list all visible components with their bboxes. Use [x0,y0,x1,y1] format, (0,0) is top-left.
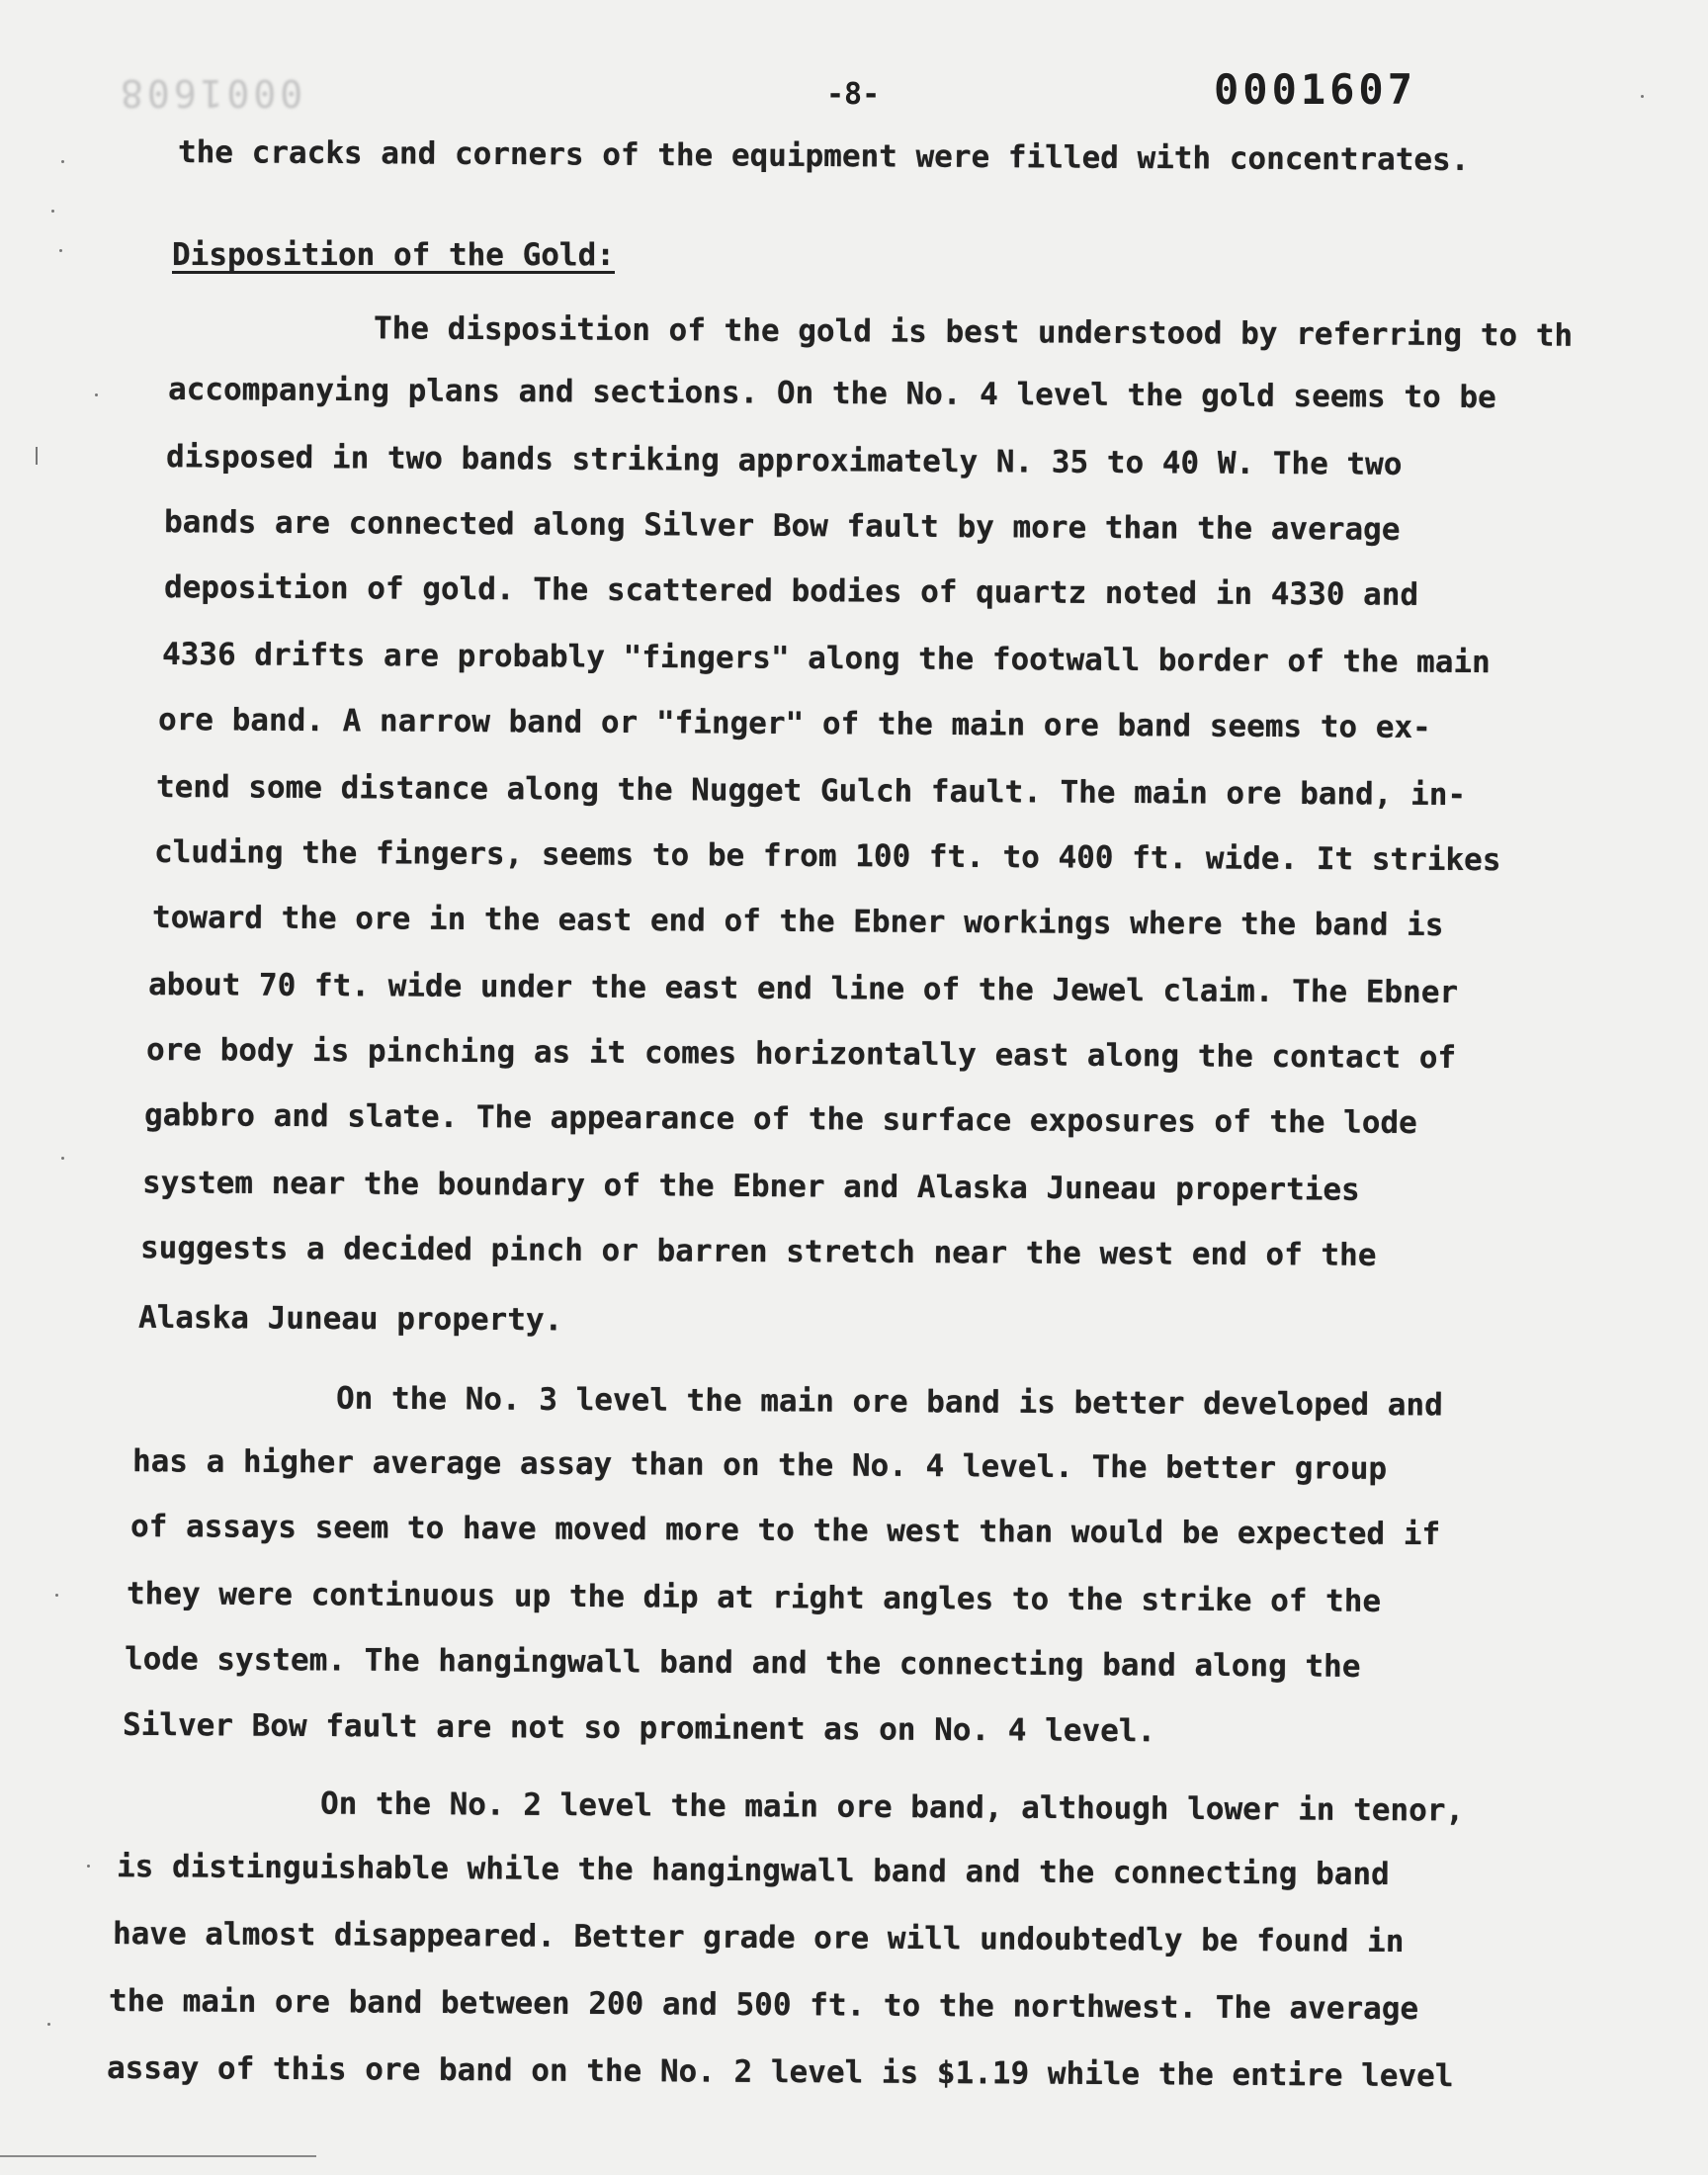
scan-speck [36,447,38,465]
scan-speck [87,1865,90,1868]
text-line: of assays seem to have moved more to the west than would be expected if [129,1508,1441,1553]
text-line: system near the boundary of the Ebner and Alaska Juneau properties [141,1165,1360,1208]
text-line: The disposition of the gold is best understood by referring to th [373,310,1574,354]
page-number: -8- [826,77,881,112]
text-line: Alaska Juneau property. [137,1299,563,1339]
text-line: disposed in two bands striking approximately N. 35 to 40 W. The two [165,439,1403,482]
text-line: toward the ore in the east end of the Ebner workings where the band is [151,900,1444,943]
document-id-stamp: 0001607 [1214,65,1417,114]
section-heading: Disposition of the Gold: [172,237,615,273]
text-line: On the No. 3 level the main ore band is better developed and [335,1380,1443,1424]
text-line: bands are connected along Silver Bow fault by more than the average [163,504,1401,548]
text-line: suggests a decided pinch or barren stretch near the west end of the [139,1230,1377,1273]
text-line: is distinguishable while the hangingwall band and the connecting band [116,1849,1390,1892]
scan-speck [95,393,98,396]
scan-speck [59,249,62,252]
scan-speck [61,1157,64,1160]
text-line: deposition of gold. The scattered bodies of quartz noted in 4330 and [163,569,1419,613]
scan-speck [51,210,54,213]
text-line: accompanying plans and sections. On the No. 4 level the gold seems to be [167,371,1496,416]
text-line: cluding the fingers, seems to be from 100 ft. to 400 ft. wide. It strikes [153,833,1501,879]
scan-speck [47,2023,50,2026]
text-line: 4336 drifts are probably "fingers" along the footwall border of the main [161,636,1491,681]
text-line: the cracks and corners of the equipment were filled with concentrates. [177,134,1470,178]
text-line: the main ore band between 200 and 500 ft. to the northwest. The average [108,1982,1419,2028]
text-line: ore band. A narrow band or "finger" of the main ore band seems to ex- [157,702,1431,745]
text-line: lode system. The hangingwall band and the connecting band along the [124,1641,1361,1685]
text-line: they were continuous up the dip at right angles to the strike of the [126,1576,1382,1619]
bottom-edge-rule [0,2155,316,2157]
text-line: assay of this ore band on the No. 2 level is $1.19 while the entire level [106,2049,1454,2095]
text-line: Silver Bow fault are not so prominent as on No. 4 level. [122,1706,1156,1750]
scan-speck [61,160,64,163]
text-line: ore body is pinching as it comes horizontally east along the contact of [145,1031,1457,1077]
scan-speck [1641,95,1644,98]
text-line: have almost disappeared. Better grade ore will undoubtedly be found in [112,1916,1405,1959]
text-line: gabbro and slate. The appearance of the surface exposures of the lode [143,1097,1417,1141]
text-line: tend some distance along the Nugget Gulch fault. The main ore band, in- [155,768,1467,814]
faint-bleedthrough-number: 0001608 [117,71,303,115]
text-line: has a higher average assay than on the No. 4 level. The better group [131,1443,1388,1487]
text-line: On the No. 2 level the main ore band, although lower in tenor, [319,1785,1465,1829]
scan-speck [55,1594,58,1597]
text-line: about 70 ft. wide under the east end line of the Jewel claim. The Ebner [147,966,1459,1011]
